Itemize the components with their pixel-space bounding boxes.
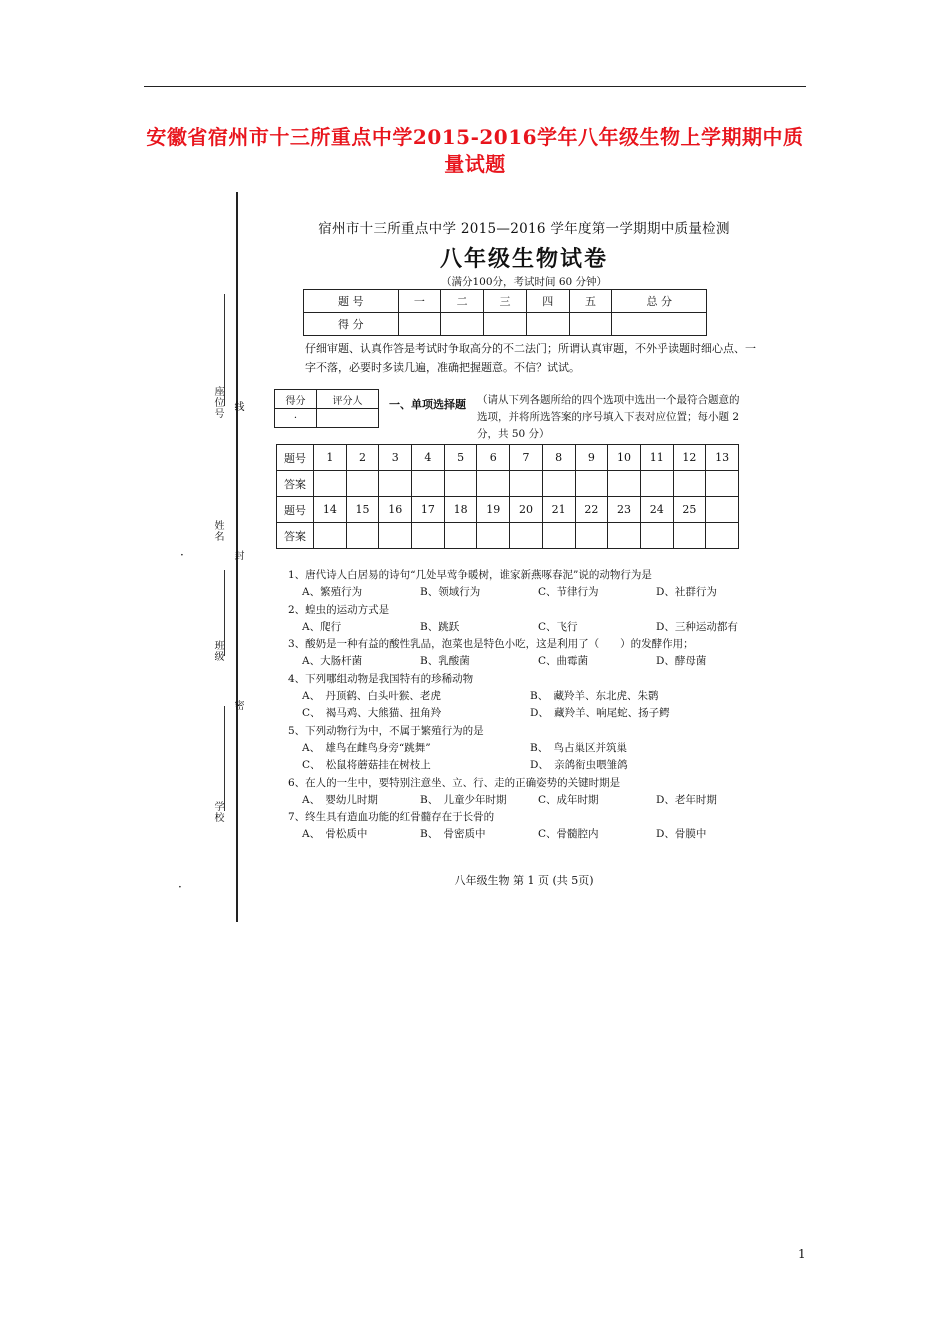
answer-input-cell[interactable] bbox=[542, 523, 575, 549]
grader-name-label: 评分人 bbox=[317, 390, 379, 409]
question-stem: 4、下列哪组动物是我国特有的珍稀动物 bbox=[288, 672, 474, 685]
exam-title: 八年级生物试卷 bbox=[439, 246, 608, 272]
answer-input-cell[interactable] bbox=[542, 471, 575, 497]
score-input-cell[interactable] bbox=[612, 313, 707, 336]
answer-input-cell[interactable] bbox=[346, 523, 379, 549]
answer-number-cell: 25 bbox=[673, 497, 706, 523]
question-stem: 3、酸奶是一种有益的酸性乳品，泡菜也是特色小吃，这是利用了（ ）的发酵作用； bbox=[288, 638, 694, 651]
scan-speck: · bbox=[180, 548, 184, 562]
answer-input-cell[interactable] bbox=[608, 471, 641, 497]
question-options bbox=[288, 688, 758, 705]
option-c[interactable]: C、 褐马鸡、大熊猫、扭角羚 bbox=[302, 707, 442, 720]
option-d[interactable]: D、三种运动都有 bbox=[656, 620, 738, 633]
margin-label-school: 学校 bbox=[212, 801, 223, 823]
margin-label-seal: 封 bbox=[232, 550, 243, 561]
grader-table bbox=[274, 389, 379, 428]
question-stem: 6、在人的一生中，要特别注意坐、立、行、走的正确姿势的关键时期是 bbox=[288, 776, 621, 789]
question-stem: 5、下列动物行为中，不属于繁殖行为的是 bbox=[288, 724, 484, 737]
answer-input-cell[interactable] bbox=[608, 523, 641, 549]
exam-subtitle: （满分100分，考试时间 60 分钟） bbox=[440, 276, 608, 288]
option-d[interactable]: D、老年时期 bbox=[656, 793, 717, 806]
question-options bbox=[288, 826, 758, 843]
margin-label-line: 线 bbox=[232, 401, 243, 412]
score-cell: 一 bbox=[398, 290, 441, 313]
answer-number-cell: 21 bbox=[542, 497, 575, 523]
option-d[interactable]: D、 亲鸽衔虫喂雏鸽 bbox=[530, 759, 628, 772]
answer-input-cell[interactable] bbox=[477, 523, 510, 549]
answer-number-cell: 15 bbox=[346, 497, 379, 523]
answer-number-cell: 1 bbox=[314, 445, 347, 471]
option-c[interactable]: C、曲霉菌 bbox=[538, 655, 589, 668]
answer-input-cell[interactable] bbox=[314, 471, 347, 497]
answer-table bbox=[276, 444, 739, 549]
question-options bbox=[288, 584, 758, 601]
answer-number-cell: 18 bbox=[444, 497, 477, 523]
option-b[interactable]: B、 骨密质中 bbox=[420, 828, 486, 841]
answer-number-cell: 9 bbox=[575, 445, 608, 471]
answer-input-cell[interactable] bbox=[640, 471, 673, 497]
answer-label: 答案 bbox=[277, 471, 314, 497]
section-note: （请从下列各题所给的四个选项中选出一个最符合题意的选项，并将所选答案的序号填入下表对应位置；每小题 2 分，共 50 分） bbox=[477, 394, 740, 440]
question-options bbox=[288, 705, 758, 722]
answer-input-cell[interactable] bbox=[444, 471, 477, 497]
score-input-cell[interactable] bbox=[526, 313, 569, 336]
answer-input-cell[interactable] bbox=[346, 471, 379, 497]
answer-number-cell: 4 bbox=[412, 445, 445, 471]
score-cell: 二 bbox=[441, 290, 484, 313]
question-list bbox=[288, 567, 758, 844]
answer-number-cell: 10 bbox=[608, 445, 641, 471]
answer-number-cell: 8 bbox=[542, 445, 575, 471]
option-b[interactable]: B、领域行为 bbox=[420, 586, 481, 599]
answer-input-row bbox=[277, 523, 739, 549]
scan-speck: · bbox=[178, 880, 182, 894]
answer-input-row bbox=[277, 471, 739, 497]
grader-name-cell[interactable] bbox=[317, 409, 379, 428]
answer-number-cell: 3 bbox=[379, 445, 412, 471]
answer-number-cell: 11 bbox=[640, 445, 673, 471]
option-a[interactable]: A、 雄鸟在雌鸟身旁“跳舞” bbox=[302, 741, 431, 754]
answer-input-cell[interactable] bbox=[314, 523, 347, 549]
grader-score-label: 得分 bbox=[275, 390, 317, 409]
answer-input-cell[interactable] bbox=[706, 471, 739, 497]
grader-score-cell[interactable]: · bbox=[275, 409, 317, 428]
answer-input-cell[interactable] bbox=[379, 471, 412, 497]
option-c[interactable]: C、骨髓腔内 bbox=[538, 828, 599, 841]
option-d[interactable]: D、骨膜中 bbox=[656, 828, 707, 841]
score-cell: 三 bbox=[484, 290, 527, 313]
margin-label-class: 班级 bbox=[212, 640, 223, 662]
option-b[interactable]: B、跳跃 bbox=[420, 620, 460, 633]
answer-input-cell[interactable] bbox=[379, 523, 412, 549]
option-b[interactable]: B、 藏羚羊、东北虎、朱鹮 bbox=[530, 690, 659, 703]
answer-number-cell: 24 bbox=[640, 497, 673, 523]
instructions: 仔细审题、认真作答是考试时争取高分的不二法门；所谓认真审题，不外乎读题时细心点、一字不落，必要时多读几遍，准确把握题意。不信？试试。 bbox=[305, 342, 756, 374]
margin-label-name: 姓名 bbox=[212, 520, 223, 542]
option-a[interactable]: A、大肠杆菌 bbox=[302, 655, 363, 668]
exam-header: 宿州市十三所重点中学 2015—2016 学年度第一学期期中质量检测 bbox=[318, 221, 730, 237]
answer-number-cell: 14 bbox=[314, 497, 347, 523]
top-rule bbox=[144, 86, 806, 87]
answer-number-cell: 12 bbox=[673, 445, 706, 471]
answer-number-label: 题号 bbox=[277, 497, 314, 523]
question-stem: 1、唐代诗人白居易的诗句“几处早莺争暖树，谁家新燕啄春泥”说的动物行为是 bbox=[288, 569, 652, 581]
option-c[interactable]: C、 松鼠将蘑菇挂在树枝上 bbox=[302, 759, 431, 772]
answer-input-cell[interactable] bbox=[575, 471, 608, 497]
option-d[interactable]: D、 藏羚羊、响尾蛇、扬子鳄 bbox=[530, 707, 670, 720]
answer-input-cell[interactable] bbox=[510, 523, 543, 549]
option-b[interactable]: B、乳酸菌 bbox=[420, 655, 470, 668]
answer-number-cell: 16 bbox=[379, 497, 412, 523]
answer-input-cell[interactable] bbox=[477, 471, 510, 497]
option-c[interactable]: C、节律行为 bbox=[538, 586, 599, 599]
section-title: 一、单项选择题 bbox=[389, 398, 466, 411]
margin-label-seat: 座位号 bbox=[212, 386, 223, 419]
question-stem: 7、终生具有造血功能的红骨髓存在于长骨的 bbox=[288, 811, 495, 824]
question-options bbox=[288, 757, 758, 774]
score-cell: 得 分 bbox=[304, 313, 399, 336]
margin-label-secret: 密 bbox=[232, 700, 243, 711]
score-cell: 四 bbox=[526, 290, 569, 313]
answer-number-cell: 5 bbox=[444, 445, 477, 471]
page-number: 1 bbox=[798, 1247, 806, 1261]
margin-field-line-school bbox=[224, 706, 225, 811]
option-a[interactable]: A、繁殖行为 bbox=[302, 586, 363, 599]
answer-input-cell[interactable] bbox=[412, 523, 445, 549]
option-d[interactable]: D、社群行为 bbox=[656, 586, 717, 599]
option-b[interactable]: B、 儿童少年时期 bbox=[420, 793, 507, 806]
option-a[interactable]: A、 丹顶鹤、白头叶猴、老虎 bbox=[302, 690, 441, 703]
scanned-exam-page bbox=[172, 186, 772, 926]
answer-input-cell[interactable] bbox=[575, 523, 608, 549]
answer-number-cell: 2 bbox=[346, 445, 379, 471]
option-d[interactable]: D、酵母菌 bbox=[656, 655, 707, 668]
score-input-cell[interactable] bbox=[484, 313, 527, 336]
question-options bbox=[288, 653, 758, 670]
answer-input-cell[interactable] bbox=[640, 523, 673, 549]
score-cell: 五 bbox=[569, 290, 612, 313]
question-options bbox=[288, 740, 758, 757]
answer-input-cell[interactable] bbox=[706, 523, 739, 549]
answer-input-cell[interactable] bbox=[673, 523, 706, 549]
score-input-cell[interactable] bbox=[569, 313, 612, 336]
document-title: 安徽省宿州市十三所重点中学2015-2016学年八年级生物上学期期中质量试题 bbox=[146, 125, 804, 176]
answer-number-row bbox=[277, 497, 739, 523]
answer-input-cell[interactable] bbox=[444, 523, 477, 549]
answer-number-cell: 22 bbox=[575, 497, 608, 523]
question-options bbox=[288, 792, 758, 809]
option-c[interactable]: C、飞行 bbox=[538, 620, 578, 633]
answer-number-cell: 23 bbox=[608, 497, 641, 523]
score-table-score-row bbox=[304, 313, 707, 336]
answer-input-cell[interactable] bbox=[673, 471, 706, 497]
answer-number-row bbox=[277, 445, 739, 471]
answer-input-cell[interactable] bbox=[412, 471, 445, 497]
option-c[interactable]: C、成年时期 bbox=[538, 793, 599, 806]
score-cell: 总 分 bbox=[612, 290, 707, 313]
answer-number-cell: 19 bbox=[477, 497, 510, 523]
question-options bbox=[288, 619, 758, 636]
answer-number-cell: 17 bbox=[412, 497, 445, 523]
answer-number-cell: 13 bbox=[706, 445, 739, 471]
option-a[interactable]: A、 婴幼儿时期 bbox=[302, 793, 378, 806]
answer-label: 答案 bbox=[277, 523, 314, 549]
answer-number-cell: 6 bbox=[477, 445, 510, 471]
question-stem: 2、蝗虫的运动方式是 bbox=[288, 603, 390, 616]
option-a[interactable]: A、 骨松质中 bbox=[302, 828, 368, 841]
score-input-cell[interactable] bbox=[441, 313, 484, 336]
answer-number-cell bbox=[706, 497, 739, 523]
score-cell: 题 号 bbox=[304, 290, 399, 313]
answer-number-label: 题号 bbox=[277, 445, 314, 471]
score-table bbox=[303, 289, 707, 336]
page-footer: 八年级生物 第 1 页 (共 5页) bbox=[454, 874, 594, 887]
answer-number-cell: 20 bbox=[510, 497, 543, 523]
option-b[interactable]: B、 鸟占巢区并筑巢 bbox=[530, 741, 627, 754]
answer-number-cell: 7 bbox=[510, 445, 543, 471]
option-a[interactable]: A、爬行 bbox=[302, 620, 342, 633]
score-table-header-row bbox=[304, 290, 707, 313]
answer-input-cell[interactable] bbox=[510, 471, 543, 497]
score-input-cell[interactable] bbox=[398, 313, 441, 336]
